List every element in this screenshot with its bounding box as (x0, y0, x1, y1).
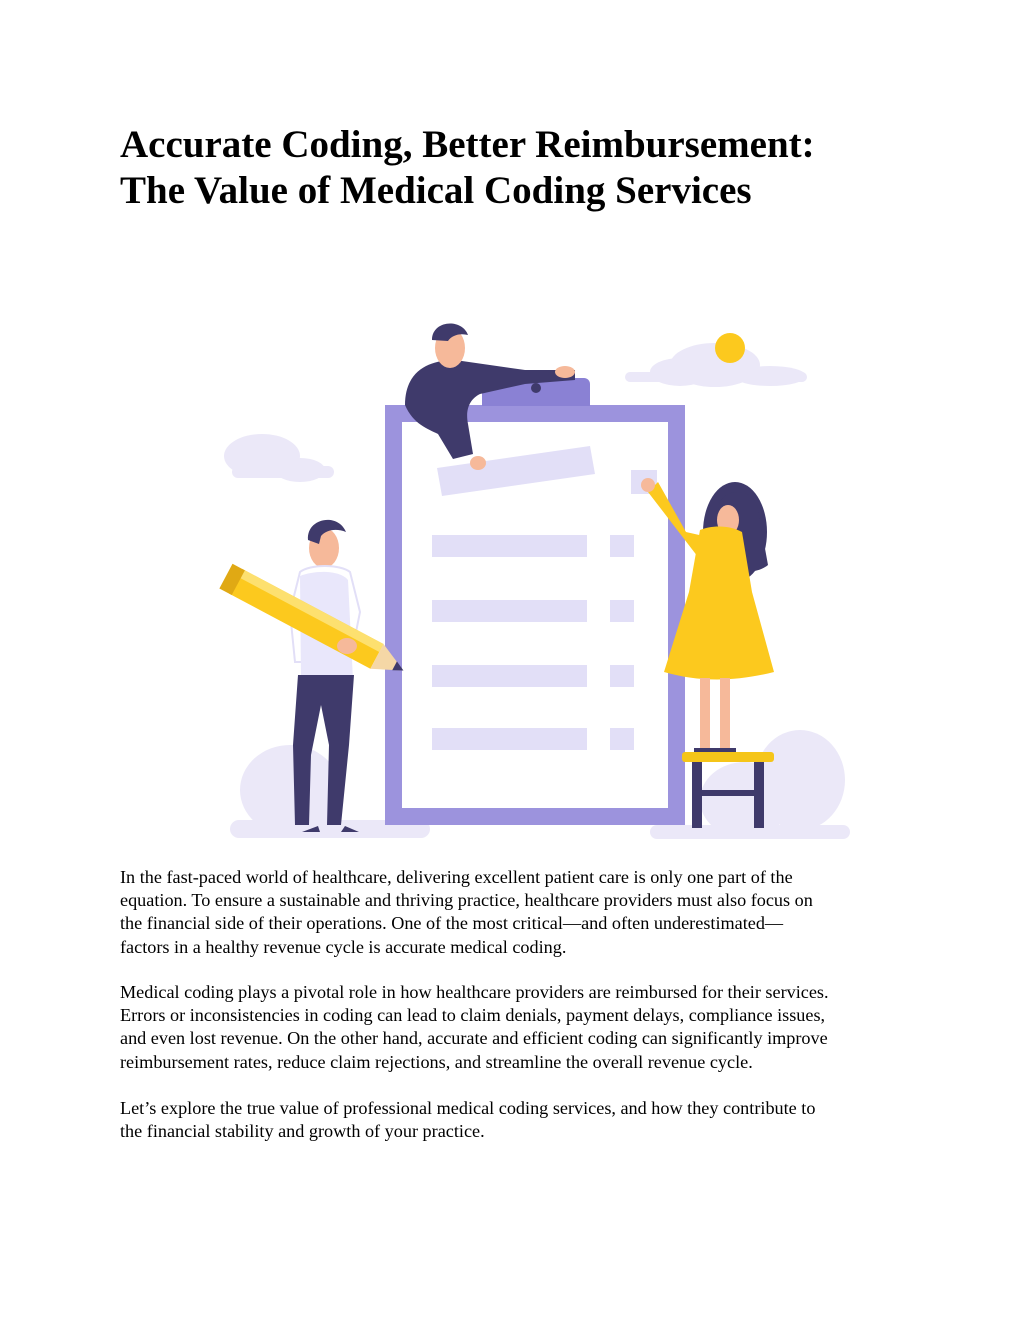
clipboard (385, 378, 685, 825)
paragraph-line: and even lost revenue. On the other hand, accurate and efficient coding can significantly improve (120, 1028, 828, 1049)
title-line-2: The Value of Medical Coding Services (120, 169, 752, 212)
paragraph-line: Errors or inconsistencies in coding can lead to claim denials, payment delays, compliance issues, (120, 1005, 826, 1026)
paragraph-line: the financial side of their operations. One of the most critical—and often underestimated— (120, 913, 784, 934)
paragraph-explore (120, 1097, 920, 1143)
paragraph-line: Let’s explore the true value of professional medical coding services, and how they contribute to (120, 1098, 816, 1118)
clipboard-checklist-illustration (210, 318, 850, 843)
paragraph-line: Medical coding plays a pivotal role in how healthcare providers are reimbursed for their services. (120, 982, 829, 1002)
paragraph-line: the financial stability and growth of your practice. (120, 1121, 485, 1142)
paragraph-line: In the fast-paced world of healthcare, delivering excellent patient care is only one part of the (120, 867, 793, 887)
paragraph-line: equation. To ensure a sustainable and thriving practice, healthcare providers must also focus on (120, 890, 813, 911)
paragraph-line: reimbursement rates, reduce claim rejections, and streamline the overall revenue cycle. (120, 1051, 753, 1072)
document-title (120, 122, 940, 214)
sun-icon (715, 333, 745, 363)
paragraph-intro (120, 866, 920, 959)
paragraph-role-of-coding (120, 981, 920, 1074)
title-line-1: Accurate Coding, Better Reimbursement: (120, 123, 815, 166)
paragraph-line: factors in a healthy revenue cycle is accurate medical coding. (120, 936, 567, 957)
